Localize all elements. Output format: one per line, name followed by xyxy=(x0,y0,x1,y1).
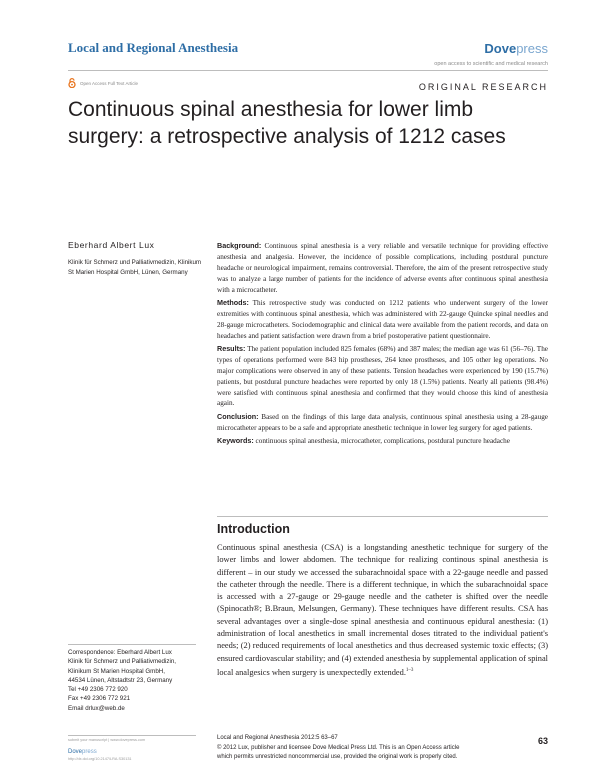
footer-publisher xyxy=(68,738,145,761)
author-affiliation: Klinik für Schmerz und Palliativmedizin, Klinikum St Marien Hospital GmbH, Lünen, Germany xyxy=(68,259,202,276)
correspondence-email[interactable]: Email drlux@web.de xyxy=(68,704,125,712)
brand-press: press xyxy=(516,41,548,56)
license-line-1: © 2012 Lux, publisher and licensee Dove Medical Press Ltd. This is an Open Access article xyxy=(217,744,460,751)
correspondence-name: Correspondence: Eberhard Albert Lux xyxy=(68,649,172,656)
correspondence-block xyxy=(68,648,208,713)
header-rule xyxy=(68,70,548,71)
open-access-badge xyxy=(68,78,138,88)
abstract xyxy=(217,241,548,449)
journal-citation: Local and Regional Anesthesia 2012:5 63–67 xyxy=(217,735,338,741)
correspondence-hospital: Klinikum St Marien Hospital GmbH, xyxy=(68,667,165,675)
abstract-results: Results: The patient population included 825 females (68%) and 387 males; the median age was 61 (56–76). The types of operations performed were 843 hip prostheses, 264 knee prostheses, and 105 other leg operations. No major complications were observed in any of these patients. Tension headaches were experienced by 190 (15.7%) patients, but postdural puncture headaches were reported by only 18 (1.5%) patients. Nearly all patients (98.4%) were satisfied with continuous spinal anesthesia and confirmed that they would choose this kind of anesthesia again. xyxy=(217,343,548,408)
article-title: Continuous spinal anesthesia for lower limb surgery: a retrospective analysis of 1212 cases xyxy=(68,98,506,148)
open-access-label: Open Access Full Text Article xyxy=(80,80,138,86)
doi-link[interactable]: http://dx.doi.org/10.2147/LRA.S30131 xyxy=(68,757,132,761)
license-line-2: which permits unrestricted noncommercial use, provided the original work is properly cited. xyxy=(217,754,458,760)
publisher-tagline: open access to scientific and medical research xyxy=(434,61,548,67)
abstract-keywords: Keywords: continuous spinal anesthesia, microcatheter, complications, postdural puncture headache xyxy=(217,435,510,445)
footer-rule xyxy=(68,735,196,736)
abstract-methods: Methods: This retrospective study was conducted on 1212 patients who underwent surgery of the lower extremities with continuous spinal anesthesia, which was administered with 22-gauge Quincke spinal needles and 28-gauge microcatheters. Sociodemographic and clinical data were available from the patient records, and data on headaches and patient satisfaction were drawn from a brief postoperative patient questionnaire. xyxy=(217,297,549,340)
abstract-conclusion: Conclusion: Based on the findings of this large data analysis, continuous spinal anesthesia using a 28-gauge microcatheter appears to be a safe and appropriate anesthetic technique in lower leg surgery for aged patients. xyxy=(217,411,548,432)
footer-license xyxy=(217,734,517,763)
introduction-body: Continuous spinal anesthesia (CSA) is a longstanding anesthetic technique for surgery of the lower limbs and lower abdomen. The technique for realizing continous spinal anesthesia is different – in our study we accessed the subarachnoidal space with a 22-gauge needle and passed the catheter through the needle. There is a different technique, in which the subarachnoidal space is accessed with a 27-gauge or 29-gauge needle and the catheter is shifted over the needle (Spinocath®; B.Braun, Melsungen, Germany). These techniques have different results. CSA has several advantages over a single-dose spinal anesthesia and continuous epidural anesthesia: (1) administration of local anesthetics in small incremental doses titrated to the individual patient's needs; (2) reduced requirements of local anesthetics and thus decreased systemic toxic effects; (3) ensured cardiovascular stability; and (4) extended anesthesia by supplemental application of spinal local analgesics when surgery is unexpectedly extended.$^{1-3}$ xyxy=(217,543,548,677)
journal-name[interactable]: Local and Regional Anesthesia xyxy=(68,40,239,55)
publisher-logo xyxy=(434,40,548,67)
correspondence-rule xyxy=(68,644,196,645)
abstract-background: Background: Continuous spinal anesthesia is a very reliable and versatile technique for providing effective anesthesia and analgesia. However, the incidence of possible complications, including postdural puncture headache or neurological impairment, remains controversial. Therefore, the aim of the present retrospective study was to analyze a large number of patients for the incidence of adverse events after continuous spinal anesthesia with a microcatheter. xyxy=(217,241,549,294)
submit-manuscript-link[interactable]: submit your manuscript | www.dovepress.com xyxy=(68,738,146,742)
introduction-rule xyxy=(217,516,548,517)
correspondence-dept: Klinik für Schmerz und Palliativmedizin, xyxy=(68,658,176,666)
page-number: 63 xyxy=(537,736,548,746)
open-lock-icon xyxy=(68,78,76,88)
citation-superscript[interactable]: 1–3 xyxy=(405,667,414,673)
correspondence-fax: Fax +49 2306 772 921 xyxy=(68,695,131,703)
author-name: Eberhard Albert Lux xyxy=(68,240,155,250)
correspondence-tel: Tel +49 2306 772 920 xyxy=(68,686,128,694)
section-label: ORIGINAL RESEARCH xyxy=(418,82,548,92)
correspondence-address: 44534 Lünen, Altstadtstr 23, Germany xyxy=(68,676,173,684)
footer-logo: Dovepress xyxy=(68,749,97,755)
brand-dove: Dove xyxy=(484,41,517,56)
introduction-heading: Introduction xyxy=(217,522,290,536)
